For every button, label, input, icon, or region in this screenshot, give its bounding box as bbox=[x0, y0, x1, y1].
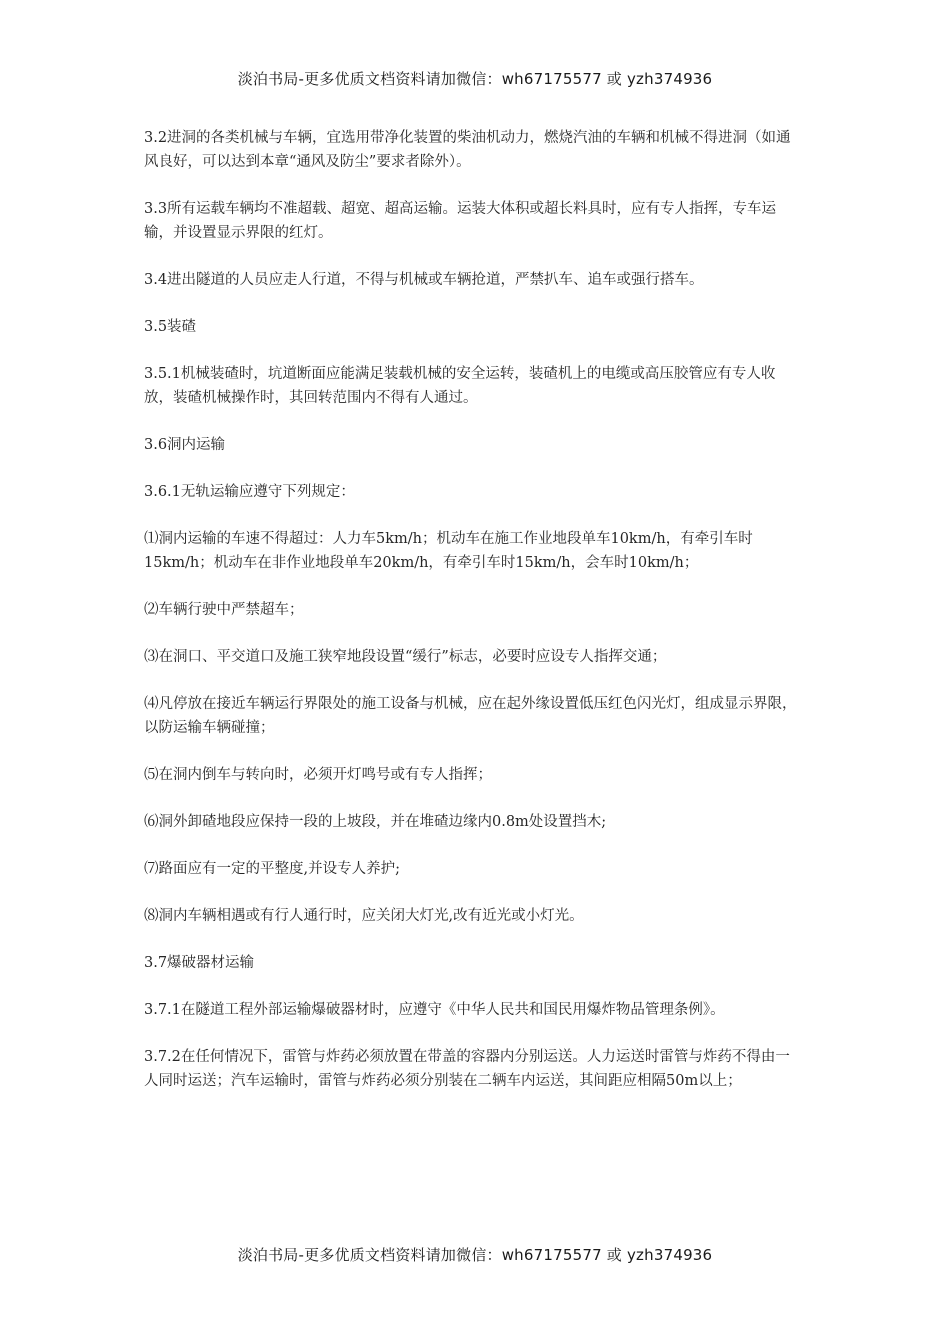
paragraph-3-6-1: 3.6.1无轨运输应遵守下列规定： bbox=[144, 484, 355, 500]
list-item-7: ⑺路面应有一定的平整度,并设专人养护; bbox=[144, 861, 400, 877]
page-header-watermark: 淡泊书局-更多优质文档资料请加微信：wh67175577 或 yzh374936 bbox=[237, 70, 713, 88]
list-item-6: ⑹洞外卸碴地段应保持一段的上坡段，并在堆碴边缘内0.8m处设置挡木; bbox=[144, 814, 607, 830]
section-heading-3-7: 3.7爆破器材运输 bbox=[144, 955, 255, 971]
paragraph-3-7-1: 3.7.1在隧道工程外部运输爆破器材时，应遵守《中华人民共和国民用爆炸物品管理条例》。 bbox=[144, 1002, 725, 1018]
list-item-5: ⑸在洞内倒车与转向时，必须开灯鸣号或有专人指挥； bbox=[144, 767, 492, 783]
paragraph-3-2: 3.2进洞的各类机械与车辆，宜选用带净化装置的柴油机动力，燃烧汽油的车辆和机械不得进洞（如通风良好，可以达到本章“通风及防尘”要求者除外）。 bbox=[144, 130, 791, 170]
section-heading-3-6: 3.6洞内运输 bbox=[144, 437, 226, 453]
paragraph-3-5-1: 3.5.1机械装碴时，坑道断面应能满足装载机械的安全运转，装碴机上的电缆或高压胶管应有专人收放，装碴机械操作时，其回转范围内不得有人通过。 bbox=[144, 366, 776, 406]
page-footer-watermark: 淡泊书局-更多优质文档资料请加微信：wh67175577 或 yzh374936 bbox=[237, 1246, 713, 1264]
paragraph-3-7-2: 3.7.2在任何情况下，雷管与炸药必须放置在带盖的容器内分别运送。人力运送时雷管与炸药不得由一人同时运送；汽车运输时，雷管与炸药必须分别装在二辆车内运送，其间距应相隔50m以上； bbox=[144, 1049, 790, 1089]
document-body bbox=[144, 126, 804, 1116]
paragraph-3-3: 3.3所有运载车辆均不准超载、超宽、超高运输。运装大体积或超长料具时，应有专人指挥，专车运输，并设置显示界限的红灯。 bbox=[144, 201, 777, 241]
list-item-4: ⑷凡停放在接近车辆运行界限处的施工设备与机械，应在起外缘设置低压红色闪光灯，组成显示界限，以防运输车辆碰撞； bbox=[144, 696, 797, 736]
list-item-3: ⑶在洞口、平交道口及施工狭窄地段设置“缓行”标志，必要时应设专人指挥交通； bbox=[144, 649, 667, 665]
list-item-1: ⑴洞内运输的车速不得超过：人力车5km/h；机动车在施工作业地段单车10km/h，有牵引车时15km/h；机动车在非作业地段单车20km/h，有牵引车时15km/h，会车时10km/h； bbox=[144, 531, 753, 571]
paragraph-3-4: 3.4进出隧道的人员应走人行道，不得与机械或车辆抢道，严禁扒车、追车或强行搭车。 bbox=[144, 272, 704, 288]
list-item-8: ⑻洞内车辆相遇或有行人通行时，应关闭大灯光,改有近光或小灯光。 bbox=[144, 908, 584, 924]
list-item-2: ⑵车辆行驶中严禁超车； bbox=[144, 602, 304, 618]
section-heading-3-5: 3.5装碴 bbox=[144, 319, 197, 335]
